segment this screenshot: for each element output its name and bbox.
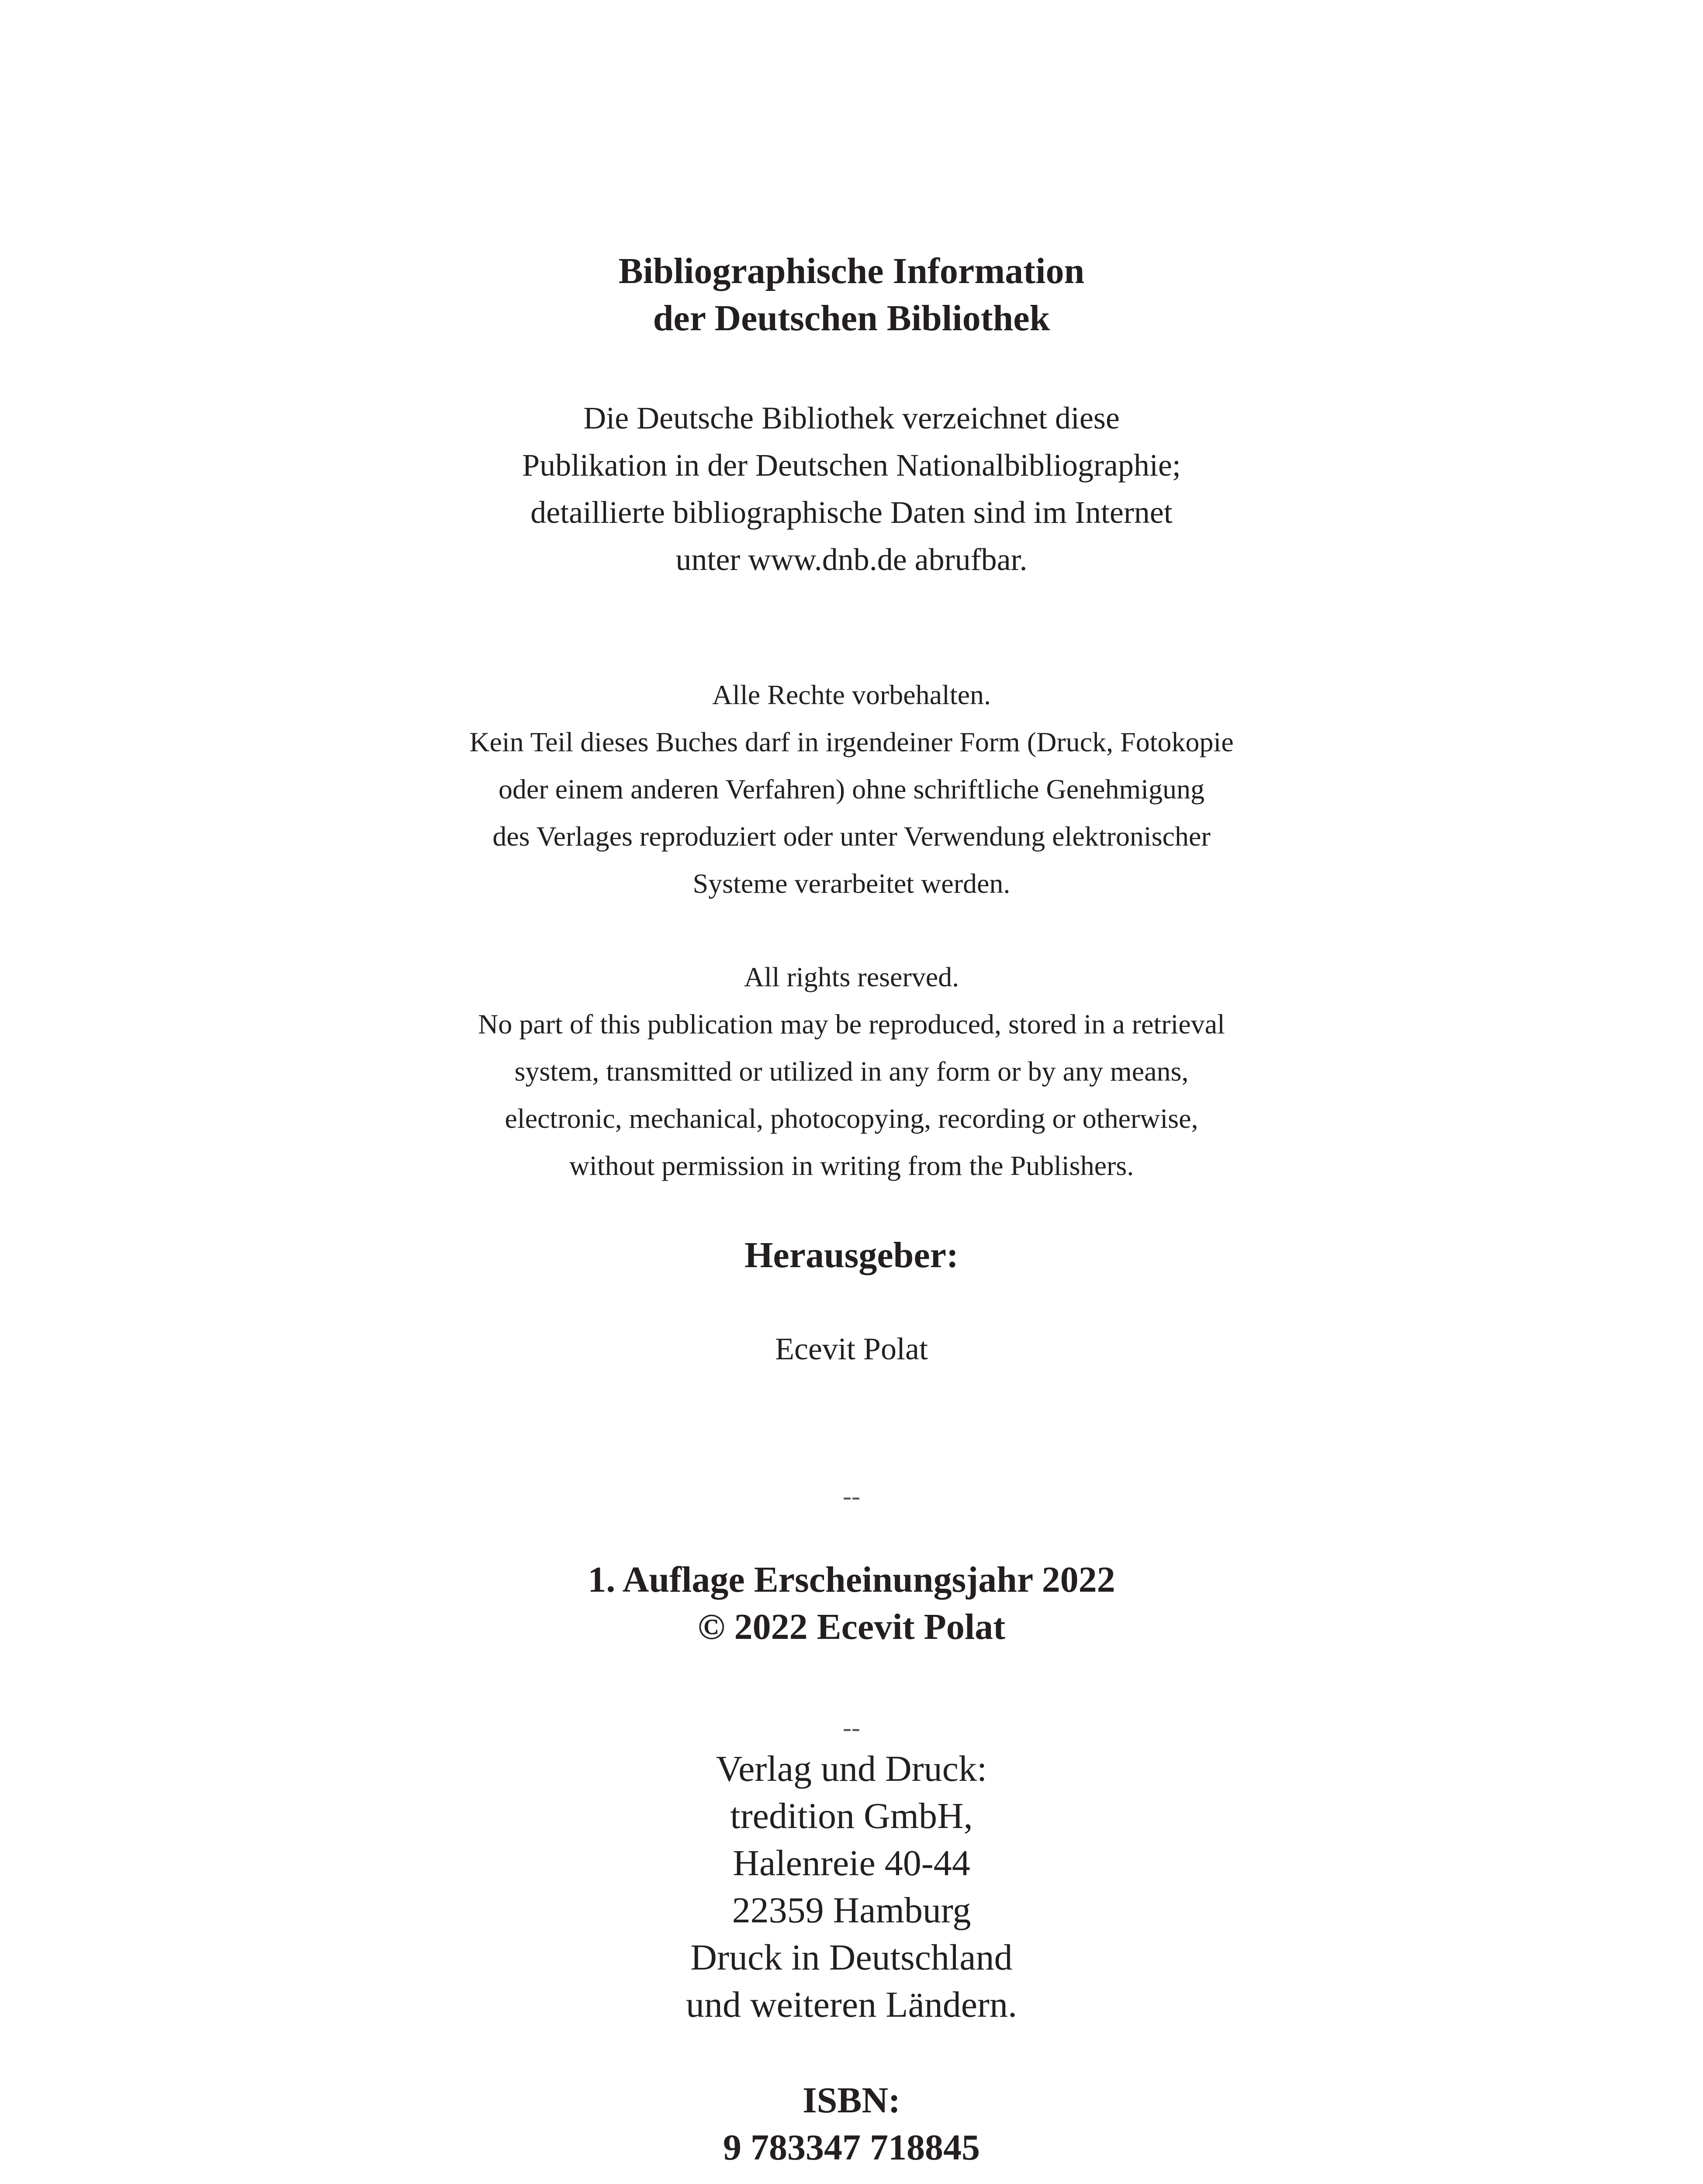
publisher-line3: Halenreie 40-44	[733, 1843, 970, 1883]
rights-en-line3: system, transmitted or utilized in any form or by any means,	[514, 1056, 1189, 1087]
editor-label: Herausgeber:	[744, 1235, 959, 1275]
edition-line2: © 2022 Ecevit Polat	[697, 1607, 1006, 1647]
bib-info-title-line2: der Deutschen Bibliothek	[653, 298, 1050, 339]
bib-info-body-line3: detaillierte bibliographische Daten sind im Internet	[530, 495, 1173, 530]
rights-en-line4: electronic, mechanical, photocopying, recording or otherwise,	[505, 1103, 1198, 1134]
separator-2: --	[843, 1713, 860, 1742]
publisher-line4: 22359 Hamburg	[732, 1890, 971, 1931]
separator-1: --	[843, 1482, 860, 1510]
rights-de-line2: Kein Teil dieses Buches darf in irgendeiner Form (Druck, Fotokopie	[469, 726, 1234, 757]
rights-de-line5: Systeme verarbeitet werden.	[692, 868, 1011, 899]
bib-info-body-line2: Publikation in der Deutschen Nationalbibliographie;	[522, 448, 1181, 483]
rights-de-line3: oder einem anderen Verfahren) ohne schriftliche Genehmigung	[498, 774, 1205, 805]
bib-info-body-line1: Die Deutsche Bibliothek verzeichnet diese	[583, 401, 1120, 435]
editor-name: Ecevit Polat	[775, 1331, 928, 1366]
publisher-line1: Verlag und Druck:	[716, 1749, 987, 1789]
rights-de-line1: Alle Rechte vorbehalten.	[712, 679, 991, 710]
rights-en-line1: All rights reserved.	[744, 961, 959, 992]
rights-en-line5: without permission in writing from the Publishers.	[569, 1150, 1134, 1181]
bib-info-body-line4: unter www.dnb.de abrufbar.	[675, 542, 1028, 577]
publisher-line2: tredition GmbH,	[730, 1796, 973, 1836]
isbn-label: ISBN:	[802, 2080, 901, 2121]
isbn-number: 9 783347 718845	[723, 2127, 980, 2168]
edition-line1: 1. Auflage Erscheinungsjahr 2022	[588, 1559, 1115, 1600]
rights-en-line2: No part of this publication may be reproduced, stored in a retrieval	[478, 1009, 1225, 1040]
publisher-line5: Druck in Deutschland	[690, 1937, 1013, 1978]
rights-de-line4: des Verlages reproduziert oder unter Verwendung elektronischer	[492, 821, 1211, 852]
bib-info-title-line1: Bibliographische Information	[618, 251, 1085, 291]
publisher-line6: und weiteren Ländern.	[685, 1984, 1017, 2025]
